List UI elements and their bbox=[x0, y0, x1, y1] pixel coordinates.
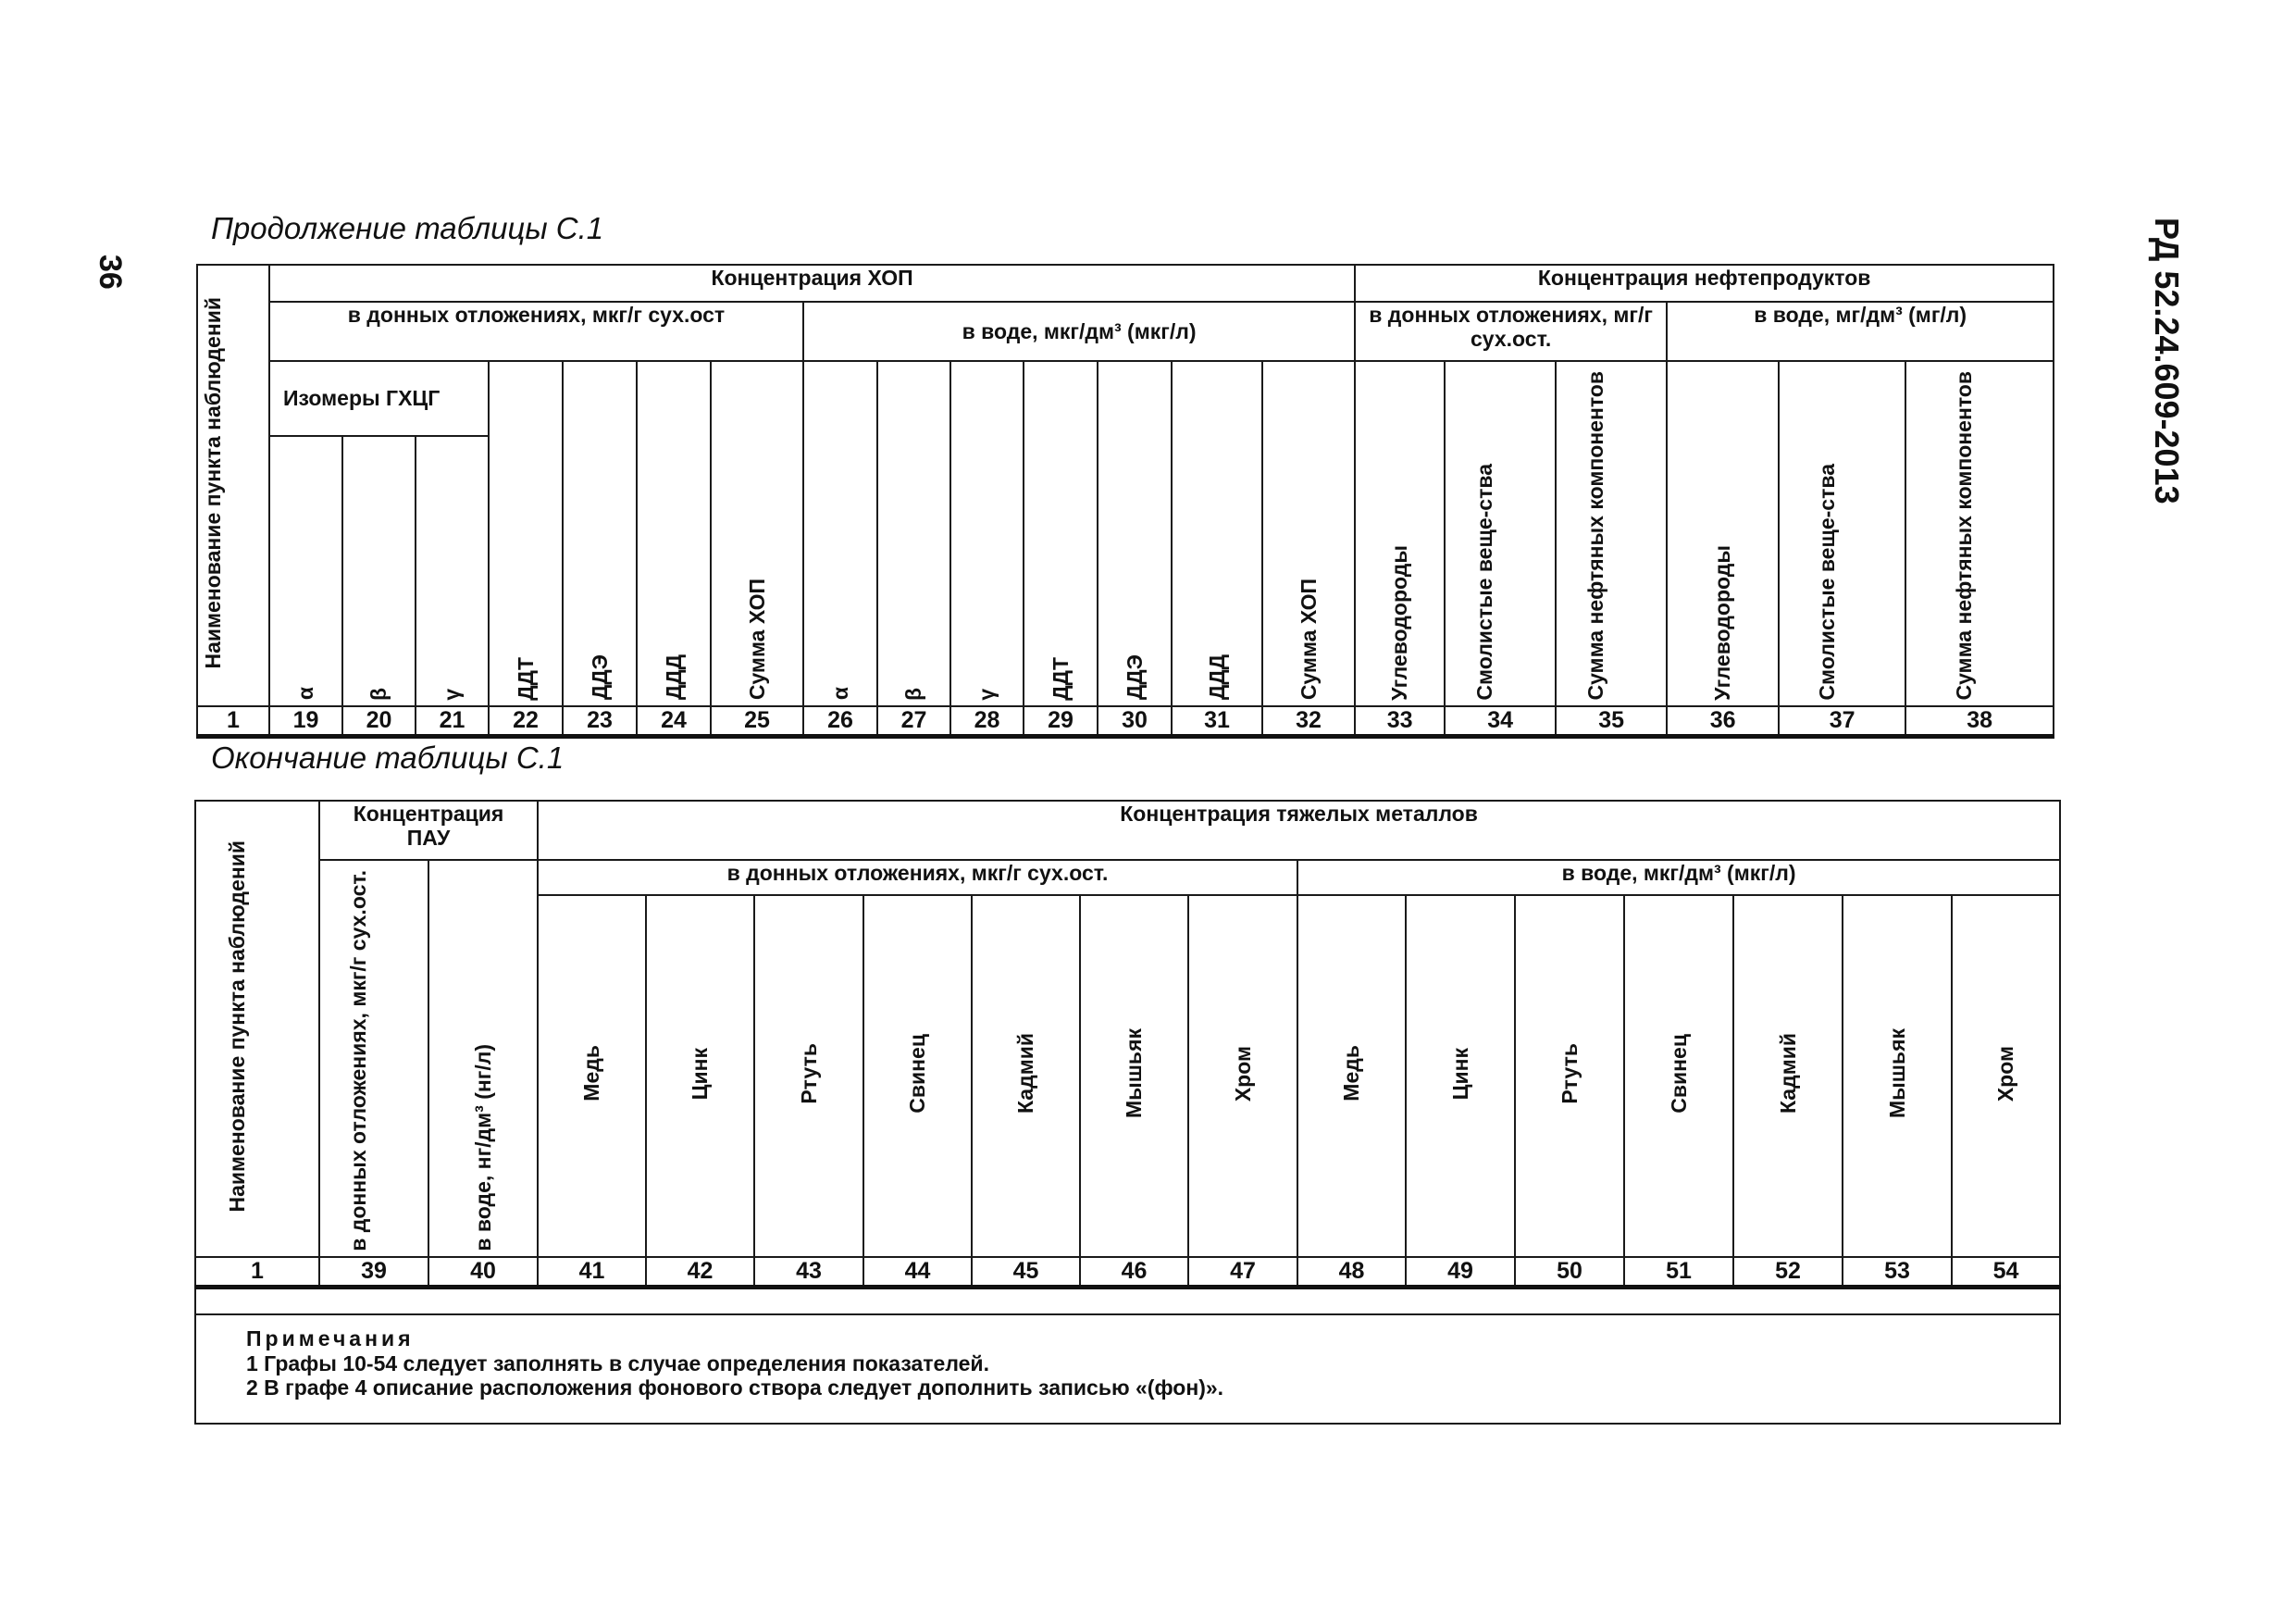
table1-num-cell: 26 bbox=[803, 706, 877, 736]
table1-col-water-resins bbox=[1779, 361, 1905, 706]
table1-col-water-beta bbox=[877, 361, 950, 706]
table2-metal-text: Кадмий bbox=[1013, 1033, 1038, 1114]
table1-caption: Продолжение таблицы С.1 bbox=[211, 211, 604, 245]
table2-metal-text: Медь bbox=[1339, 1045, 1364, 1102]
table2-row-header bbox=[195, 801, 319, 1257]
table2-metal-text: Свинец bbox=[905, 1033, 930, 1114]
table1-col-alpha-text: α bbox=[293, 687, 318, 701]
table2-metal-col bbox=[1624, 895, 1733, 1258]
table2-num-cell: 45 bbox=[972, 1257, 1080, 1287]
table2-metal-col bbox=[863, 895, 972, 1258]
table2-num-cell: 40 bbox=[428, 1257, 538, 1287]
table1-col-water-beta-text: β bbox=[901, 687, 926, 701]
table1-num-cell: 38 bbox=[1905, 706, 2054, 736]
table1-sub-water-oil: в воде, мг/дм³ (мг/л) bbox=[1667, 302, 2054, 361]
table2-num-cell: 44 bbox=[863, 1257, 972, 1287]
table1-col-sed-resins-text: Смолистые веще-ства bbox=[1472, 463, 1497, 701]
table2-metal-text: Цинк bbox=[1447, 1047, 1472, 1100]
table2-metal-text: Ртуть bbox=[796, 1042, 821, 1104]
document-code bbox=[2147, 218, 2186, 504]
table1-row-header bbox=[197, 265, 269, 706]
table2-pau-water-text: в воде, нг/дм³ (нг/л) bbox=[470, 1044, 495, 1251]
table2-metal-col bbox=[1406, 895, 1515, 1258]
table1-col-sed-sum-oil bbox=[1556, 361, 1667, 706]
table1-col-water-sum-oil bbox=[1905, 361, 2054, 706]
note-item: 2 В графе 4 описание расположения фонового створа следует дополнить записью «(фон)». bbox=[246, 1375, 1224, 1400]
document-code-text: РД 52.24.609-2013 bbox=[2148, 218, 2186, 504]
table2-row-header-text: Наименование пункта наблюдений bbox=[225, 840, 249, 1213]
table2-group-metals: Концентрация тяжелых металлов bbox=[538, 801, 2060, 860]
table2-metal-text: Мышьяк bbox=[1884, 1028, 1909, 1119]
table1-sub-sediment-oil: в донных отложениях, мг/г сух.ост. bbox=[1355, 302, 1667, 361]
table2-notes bbox=[195, 1314, 2060, 1424]
table2-num-cell: 41 bbox=[538, 1257, 646, 1287]
table1 bbox=[196, 264, 2054, 739]
table2-metal-text: Медь bbox=[579, 1045, 604, 1102]
table1-col-water-hydrocarbons-text: Углеводороды bbox=[1710, 544, 1735, 701]
table2-metal-text: Свинец bbox=[1666, 1033, 1691, 1114]
table2-metal-col bbox=[1515, 895, 1624, 1258]
table1-col-water-hydrocarbons bbox=[1667, 361, 1779, 706]
table1-num-cell: 32 bbox=[1262, 706, 1355, 736]
table1-col-water-sum-oil-text: Сумма нефтяных компонентов bbox=[1952, 371, 1977, 701]
table2-num-cell: 42 bbox=[646, 1257, 754, 1287]
table2-empty-row bbox=[195, 1287, 2060, 1314]
table1-num-cell: 20 bbox=[342, 706, 416, 736]
table2-num-cell: 1 bbox=[195, 1257, 319, 1287]
table1-col-sed-hydrocarbons bbox=[1355, 361, 1445, 706]
table2 bbox=[194, 800, 2061, 1425]
table1-col-water-dde-text: ДДЭ bbox=[1122, 654, 1147, 701]
table1-col-ddd bbox=[637, 361, 711, 706]
table1-group-hop: Концентрация ХОП bbox=[269, 265, 1355, 302]
note-item: 1 Графы 10-54 следует заполнять в случае определения показателей. bbox=[246, 1350, 989, 1375]
table1-num-cell: 36 bbox=[1667, 706, 1779, 736]
table2-metal-col bbox=[1297, 895, 1406, 1258]
page-number bbox=[92, 255, 128, 290]
table1-num-cell: 23 bbox=[563, 706, 637, 736]
table2-caption: Окончание таблицы С.1 bbox=[211, 741, 565, 775]
table1-col-sed-sum-oil-text: Сумма нефтяных компонентов bbox=[1583, 371, 1608, 701]
table1-col-water-resins-text: Смолистые веще-ства bbox=[1814, 463, 1839, 701]
table1-num-cell: 1 bbox=[197, 706, 269, 736]
table1-col-alpha bbox=[269, 436, 342, 706]
table1-col-sum-hop-text: Сумма ХОП bbox=[744, 579, 769, 701]
table1-col-gamma-text: γ bbox=[440, 688, 465, 701]
table2-sub-sediment: в донных отложениях, мкг/г сух.ост. bbox=[538, 860, 1297, 895]
table2-num-cell: 54 bbox=[1952, 1257, 2060, 1287]
table1-col-ddt bbox=[489, 361, 563, 706]
table1-col-water-sum-hop-text: Сумма ХОП bbox=[1296, 579, 1321, 701]
table2-metal-text: Кадмий bbox=[1775, 1033, 1800, 1114]
table1-col-water-alpha-text: α bbox=[827, 687, 852, 701]
table1-col-water-gamma-text: γ bbox=[974, 688, 999, 701]
table2-sub-water: в воде, мкг/дм³ (мкг/л) bbox=[1297, 860, 2060, 895]
table1-col-beta bbox=[342, 436, 416, 706]
table2-num-cell: 49 bbox=[1406, 1257, 1515, 1287]
table1-col-dde bbox=[563, 361, 637, 706]
table1-sub-sediment-hop: в донных отложениях, мкг/г сух.ост bbox=[269, 302, 803, 361]
table1-col-dde-text: ДДЭ bbox=[587, 654, 612, 701]
table2-metal-text: Хром bbox=[1993, 1045, 2018, 1101]
table1-isomers: Изомеры ГХЦГ bbox=[269, 361, 489, 436]
table1-num-cell: 22 bbox=[489, 706, 563, 736]
table1-num-cell: 31 bbox=[1172, 706, 1262, 736]
table2-num-cell: 52 bbox=[1733, 1257, 1843, 1287]
table2-num-cell: 46 bbox=[1080, 1257, 1188, 1287]
table2-group-pau: Концентрация ПАУ bbox=[319, 801, 538, 860]
table2-pau-sediment-text: в донных отложениях, мкг/г сух.ост. bbox=[346, 870, 370, 1251]
table2-metal-col bbox=[1188, 895, 1297, 1258]
table2-pau-sediment bbox=[319, 860, 428, 1257]
table1-num-cell: 37 bbox=[1779, 706, 1905, 736]
table1-col-gamma bbox=[416, 436, 489, 706]
table2-metal-col bbox=[754, 895, 863, 1258]
table2-num-cell: 51 bbox=[1624, 1257, 1733, 1287]
table2-num-cell: 50 bbox=[1515, 1257, 1624, 1287]
table1-col-ddd-text: ДДД bbox=[661, 654, 686, 701]
table1-num-cell: 30 bbox=[1098, 706, 1172, 736]
table2-metal-col bbox=[972, 895, 1080, 1258]
table1-col-water-ddd bbox=[1172, 361, 1262, 706]
table1-col-water-ddt bbox=[1024, 361, 1098, 706]
table1-num-cell: 33 bbox=[1355, 706, 1445, 736]
table1-num-cell: 27 bbox=[877, 706, 950, 736]
table2-pau-water bbox=[428, 860, 538, 1257]
table1-row-header-text: Наименование пункта наблюдений bbox=[201, 297, 225, 669]
table1-sub-water-hop: в воде, мкг/дм³ (мкг/л) bbox=[803, 302, 1355, 361]
table1-col-sed-hydrocarbons-text: Углеводороды bbox=[1387, 544, 1412, 701]
table1-col-water-alpha bbox=[803, 361, 877, 706]
table1-col-water-ddt-text: ДДТ bbox=[1048, 656, 1073, 701]
table1-num-cell: 28 bbox=[950, 706, 1024, 736]
table1-num-cell: 35 bbox=[1556, 706, 1667, 736]
table2-metal-col bbox=[1843, 895, 1952, 1258]
page-number-text: 36 bbox=[93, 255, 128, 290]
table1-num-cell: 29 bbox=[1024, 706, 1098, 736]
table1-col-sed-resins bbox=[1445, 361, 1556, 706]
table2-num-cell: 43 bbox=[754, 1257, 863, 1287]
table2-metal-col bbox=[1733, 895, 1843, 1258]
table1-num-cell: 34 bbox=[1445, 706, 1556, 736]
table1-group-oil: Концентрация нефтепродуктов bbox=[1355, 265, 2054, 302]
table2-num-cell: 47 bbox=[1188, 1257, 1297, 1287]
table1-num-cell: 24 bbox=[637, 706, 711, 736]
table1-col-water-dde bbox=[1098, 361, 1172, 706]
table1-col-water-ddd-text: ДДД bbox=[1204, 654, 1229, 701]
table1-col-beta-text: β bbox=[366, 687, 391, 701]
table2-metal-col bbox=[1080, 895, 1188, 1258]
table2-metal-text: Хром bbox=[1230, 1045, 1255, 1101]
table2-num-cell: 39 bbox=[319, 1257, 428, 1287]
table2-metal-col bbox=[1952, 895, 2060, 1258]
table2-metal-text: Мышьяк bbox=[1122, 1028, 1147, 1119]
table2-metal-text: Цинк bbox=[688, 1047, 713, 1100]
notes-title: Примечания bbox=[246, 1326, 415, 1351]
table2-metal-text: Ртуть bbox=[1557, 1042, 1582, 1104]
table1-col-sum-hop bbox=[711, 361, 803, 706]
table2-metal-col bbox=[538, 895, 646, 1258]
table1-num-cell: 25 bbox=[711, 706, 803, 736]
table1-col-ddt-text: ДДТ bbox=[513, 656, 538, 701]
table1-col-water-gamma bbox=[950, 361, 1024, 706]
table1-num-cell: 19 bbox=[269, 706, 342, 736]
table1-col-water-sum-hop bbox=[1262, 361, 1355, 706]
table1-num-cell: 21 bbox=[416, 706, 489, 736]
table2-num-cell: 53 bbox=[1843, 1257, 1952, 1287]
table2-metal-col bbox=[646, 895, 754, 1258]
table2-num-cell: 48 bbox=[1297, 1257, 1406, 1287]
